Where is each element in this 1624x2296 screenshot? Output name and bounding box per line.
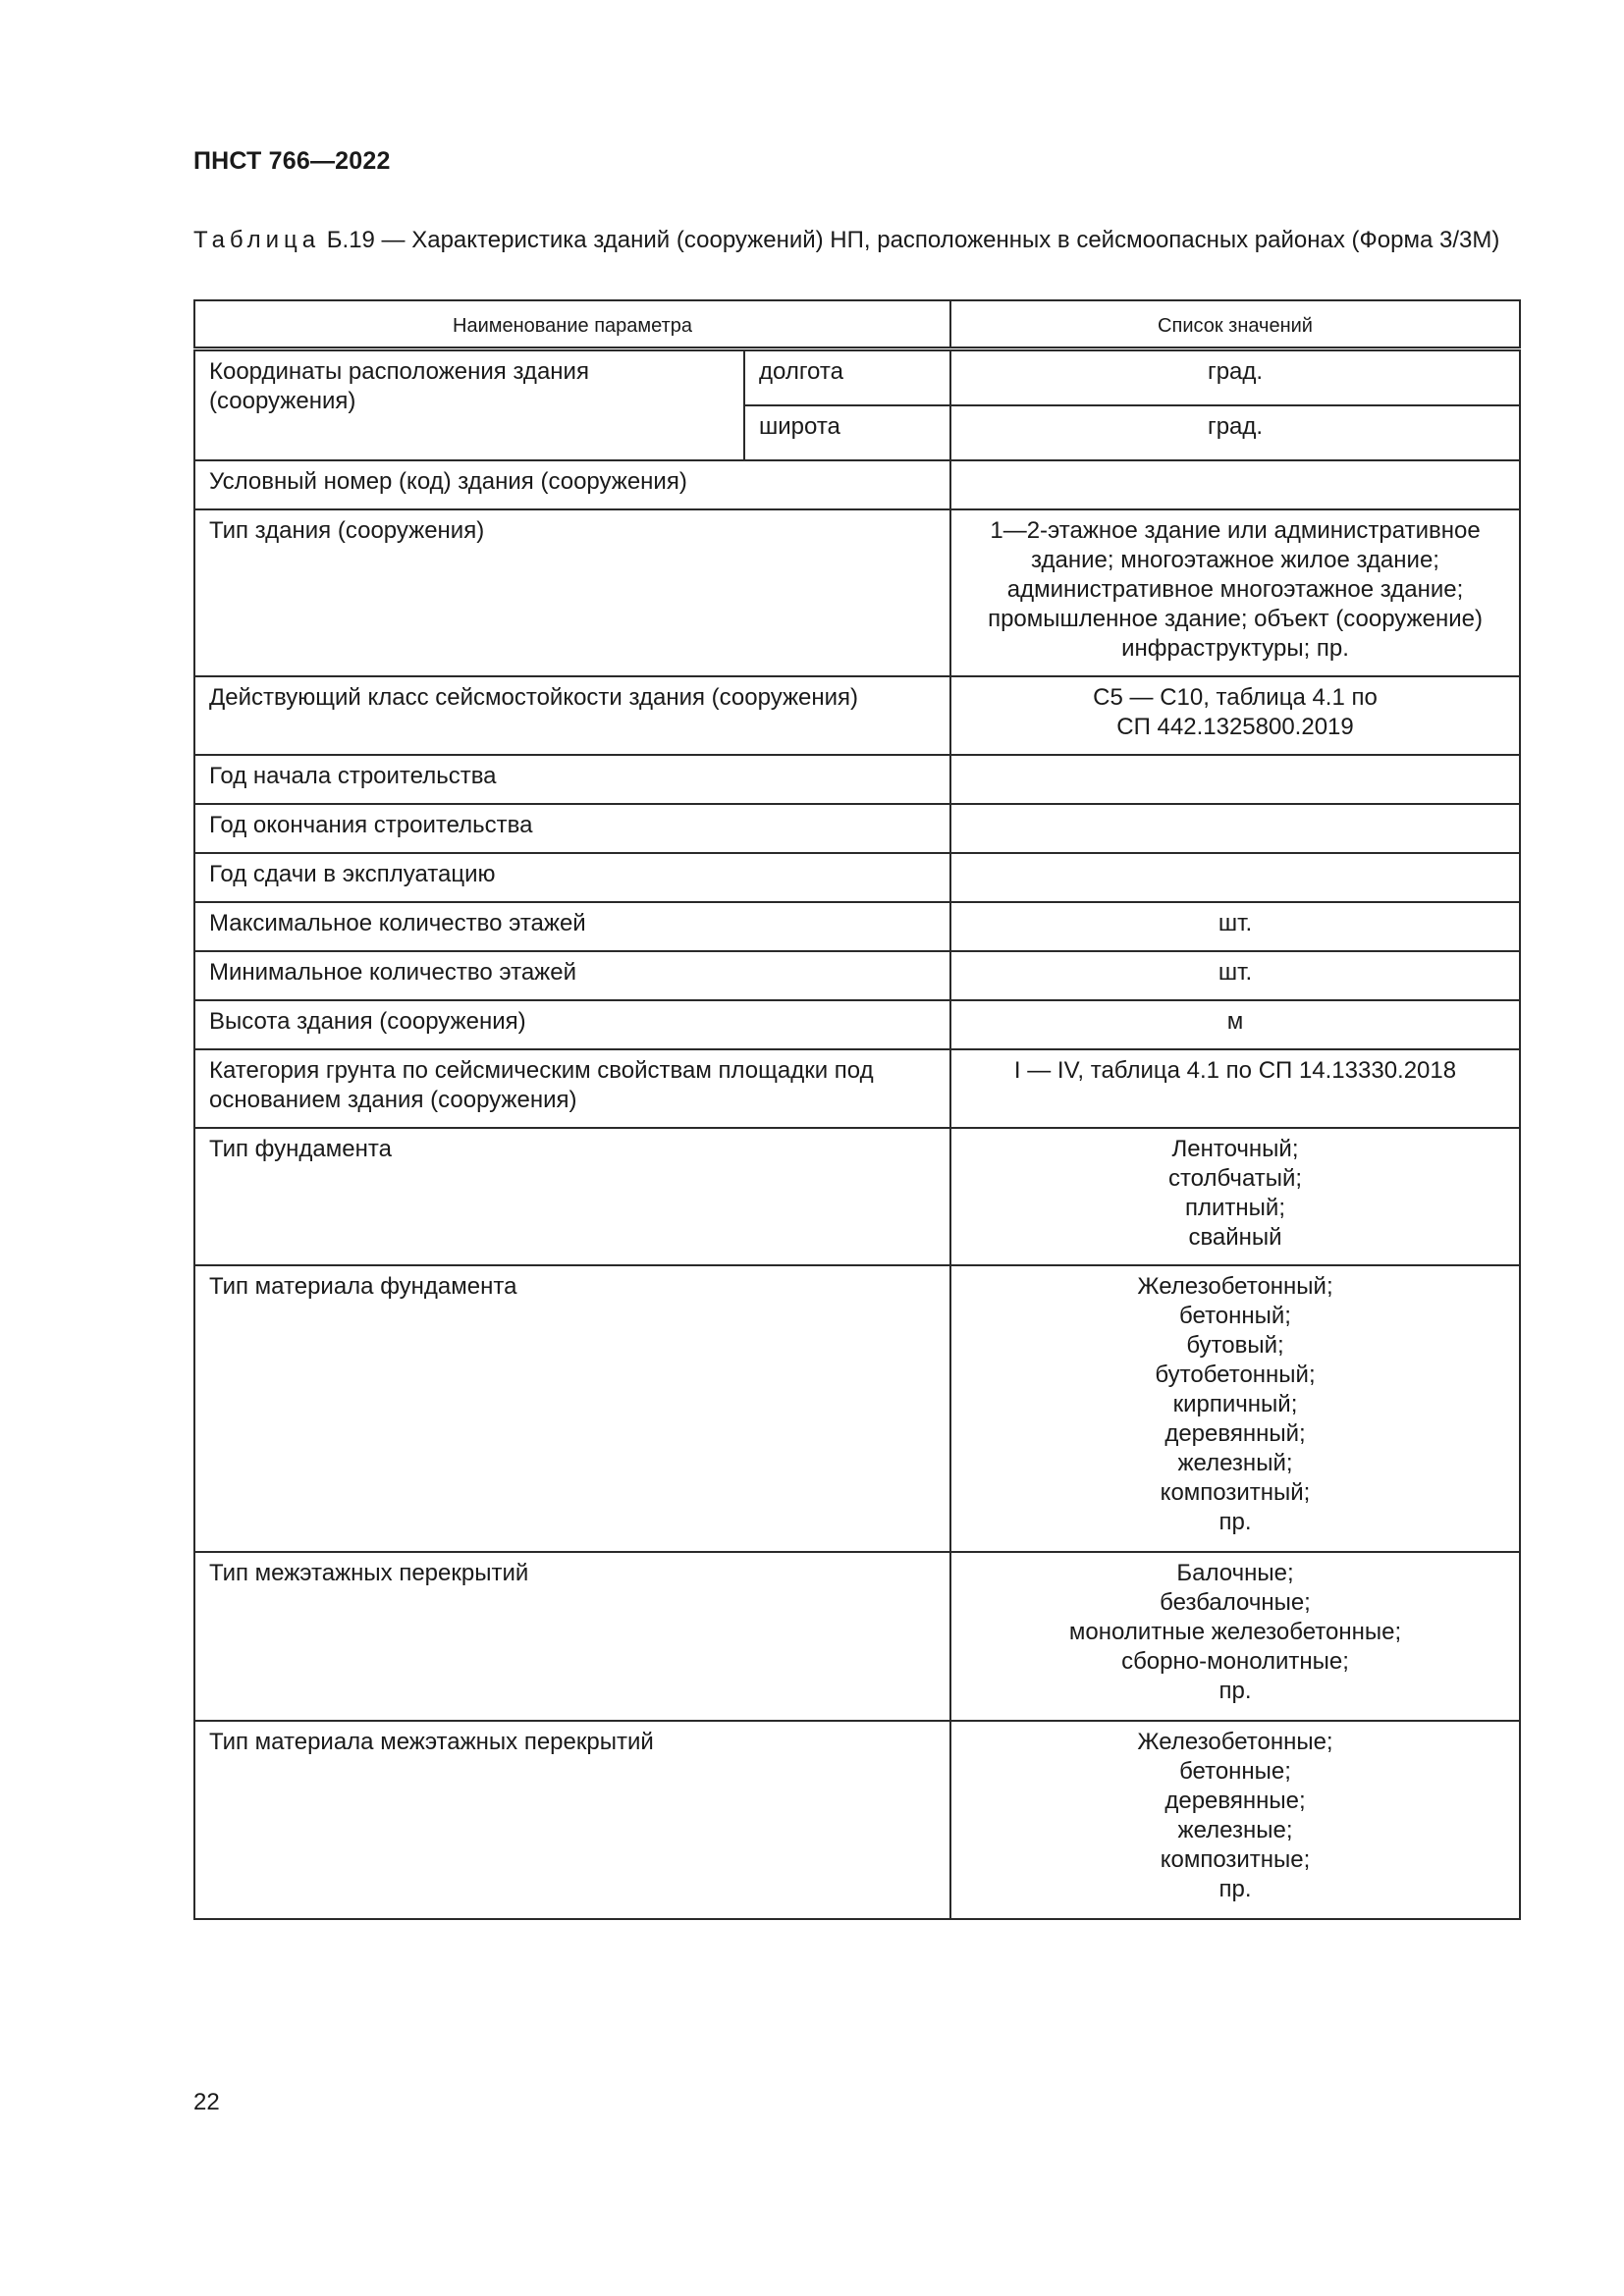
table-row xyxy=(194,1049,1520,1128)
column-header-values: Список значений xyxy=(950,300,1520,349)
value-cell: Железобетонный; бетонный; бутовый; бутобетонный; кирпичный; деревянный; железный; композитный; пр. xyxy=(950,1265,1520,1552)
table-caption-label: Таблица xyxy=(193,227,321,253)
table-row xyxy=(194,902,1520,951)
page-number: 22 xyxy=(193,2089,220,2115)
param-cell: Действующий класс сейсмостойкости здания (сооружения) xyxy=(194,676,950,755)
value-cell: Железобетонные; бетонные; деревянные; железные; композитные; пр. xyxy=(950,1721,1520,1919)
param-cell: Категория грунта по сейсмическим свойствам площадки под основанием здания (сооружения) xyxy=(194,1049,950,1128)
value-cell xyxy=(950,755,1520,804)
sub-param-cell: долгота xyxy=(744,349,950,406)
value-cell: град. xyxy=(950,349,1520,406)
table-caption xyxy=(193,226,1519,255)
table-row xyxy=(194,1000,1520,1049)
table-row xyxy=(194,804,1520,853)
value-cell: 1—2-этажное здание или административное здание; многоэтажное жилое здание; административное многоэтажное здание; промышленное здание; объект (сооружение) инфраструктуры; пр. xyxy=(950,509,1520,676)
column-header-parameter: Наименование параметра xyxy=(194,300,950,349)
table-row xyxy=(194,1128,1520,1265)
table-row xyxy=(194,1552,1520,1721)
value-cell: шт. xyxy=(950,951,1520,1000)
value-cell: С5 — С10, таблица 4.1 по СП 442.1325800.2019 xyxy=(950,676,1520,755)
table-row xyxy=(194,1265,1520,1552)
value-cell xyxy=(950,460,1520,509)
table-caption-text: Б.19 — Характеристика зданий (сооружений) НП, расположенных в сейсмоопасных районах (Форма 3/3М) xyxy=(320,227,1500,253)
table-row xyxy=(194,755,1520,804)
table-row xyxy=(194,460,1520,509)
param-cell: Максимальное количество этажей xyxy=(194,902,950,951)
table-row xyxy=(194,676,1520,755)
param-cell: Тип материала межэтажных перекрытий xyxy=(194,1721,950,1919)
param-cell: Тип материала фундамента xyxy=(194,1265,950,1552)
value-cell: м xyxy=(950,1000,1520,1049)
value-cell: Балочные; безбалочные; монолитные железобетонные; сборно-монолитные; пр. xyxy=(950,1552,1520,1721)
param-cell: Высота здания (сооружения) xyxy=(194,1000,950,1049)
parameters-table xyxy=(193,299,1521,1920)
value-cell xyxy=(950,804,1520,853)
value-cell xyxy=(950,853,1520,902)
table-row xyxy=(194,509,1520,676)
table-row xyxy=(194,951,1520,1000)
param-cell: Условный номер (код) здания (сооружения) xyxy=(194,460,950,509)
param-cell: Год сдачи в эксплуатацию xyxy=(194,853,950,902)
param-cell: Тип здания (сооружения) xyxy=(194,509,950,676)
table-row xyxy=(194,1721,1520,1919)
param-cell-coordinates: Координаты расположения здания (сооружения) xyxy=(194,349,744,461)
param-cell: Год начала строительства xyxy=(194,755,950,804)
param-cell: Тип межэтажных перекрытий xyxy=(194,1552,950,1721)
param-cell: Тип фундамента xyxy=(194,1128,950,1265)
value-cell: шт. xyxy=(950,902,1520,951)
value-cell: Ленточный; столбчатый; плитный; свайный xyxy=(950,1128,1520,1265)
document-id: ПНСТ 766—2022 xyxy=(193,147,391,175)
value-cell: I — IV, таблица 4.1 по СП 14.13330.2018 xyxy=(950,1049,1520,1128)
param-cell: Год окончания строительства xyxy=(194,804,950,853)
table-row xyxy=(194,349,1520,406)
table-row xyxy=(194,853,1520,902)
sub-param-cell: широта xyxy=(744,405,950,460)
param-cell: Минимальное количество этажей xyxy=(194,951,950,1000)
table-header-row xyxy=(194,300,1520,349)
value-cell: град. xyxy=(950,405,1520,460)
